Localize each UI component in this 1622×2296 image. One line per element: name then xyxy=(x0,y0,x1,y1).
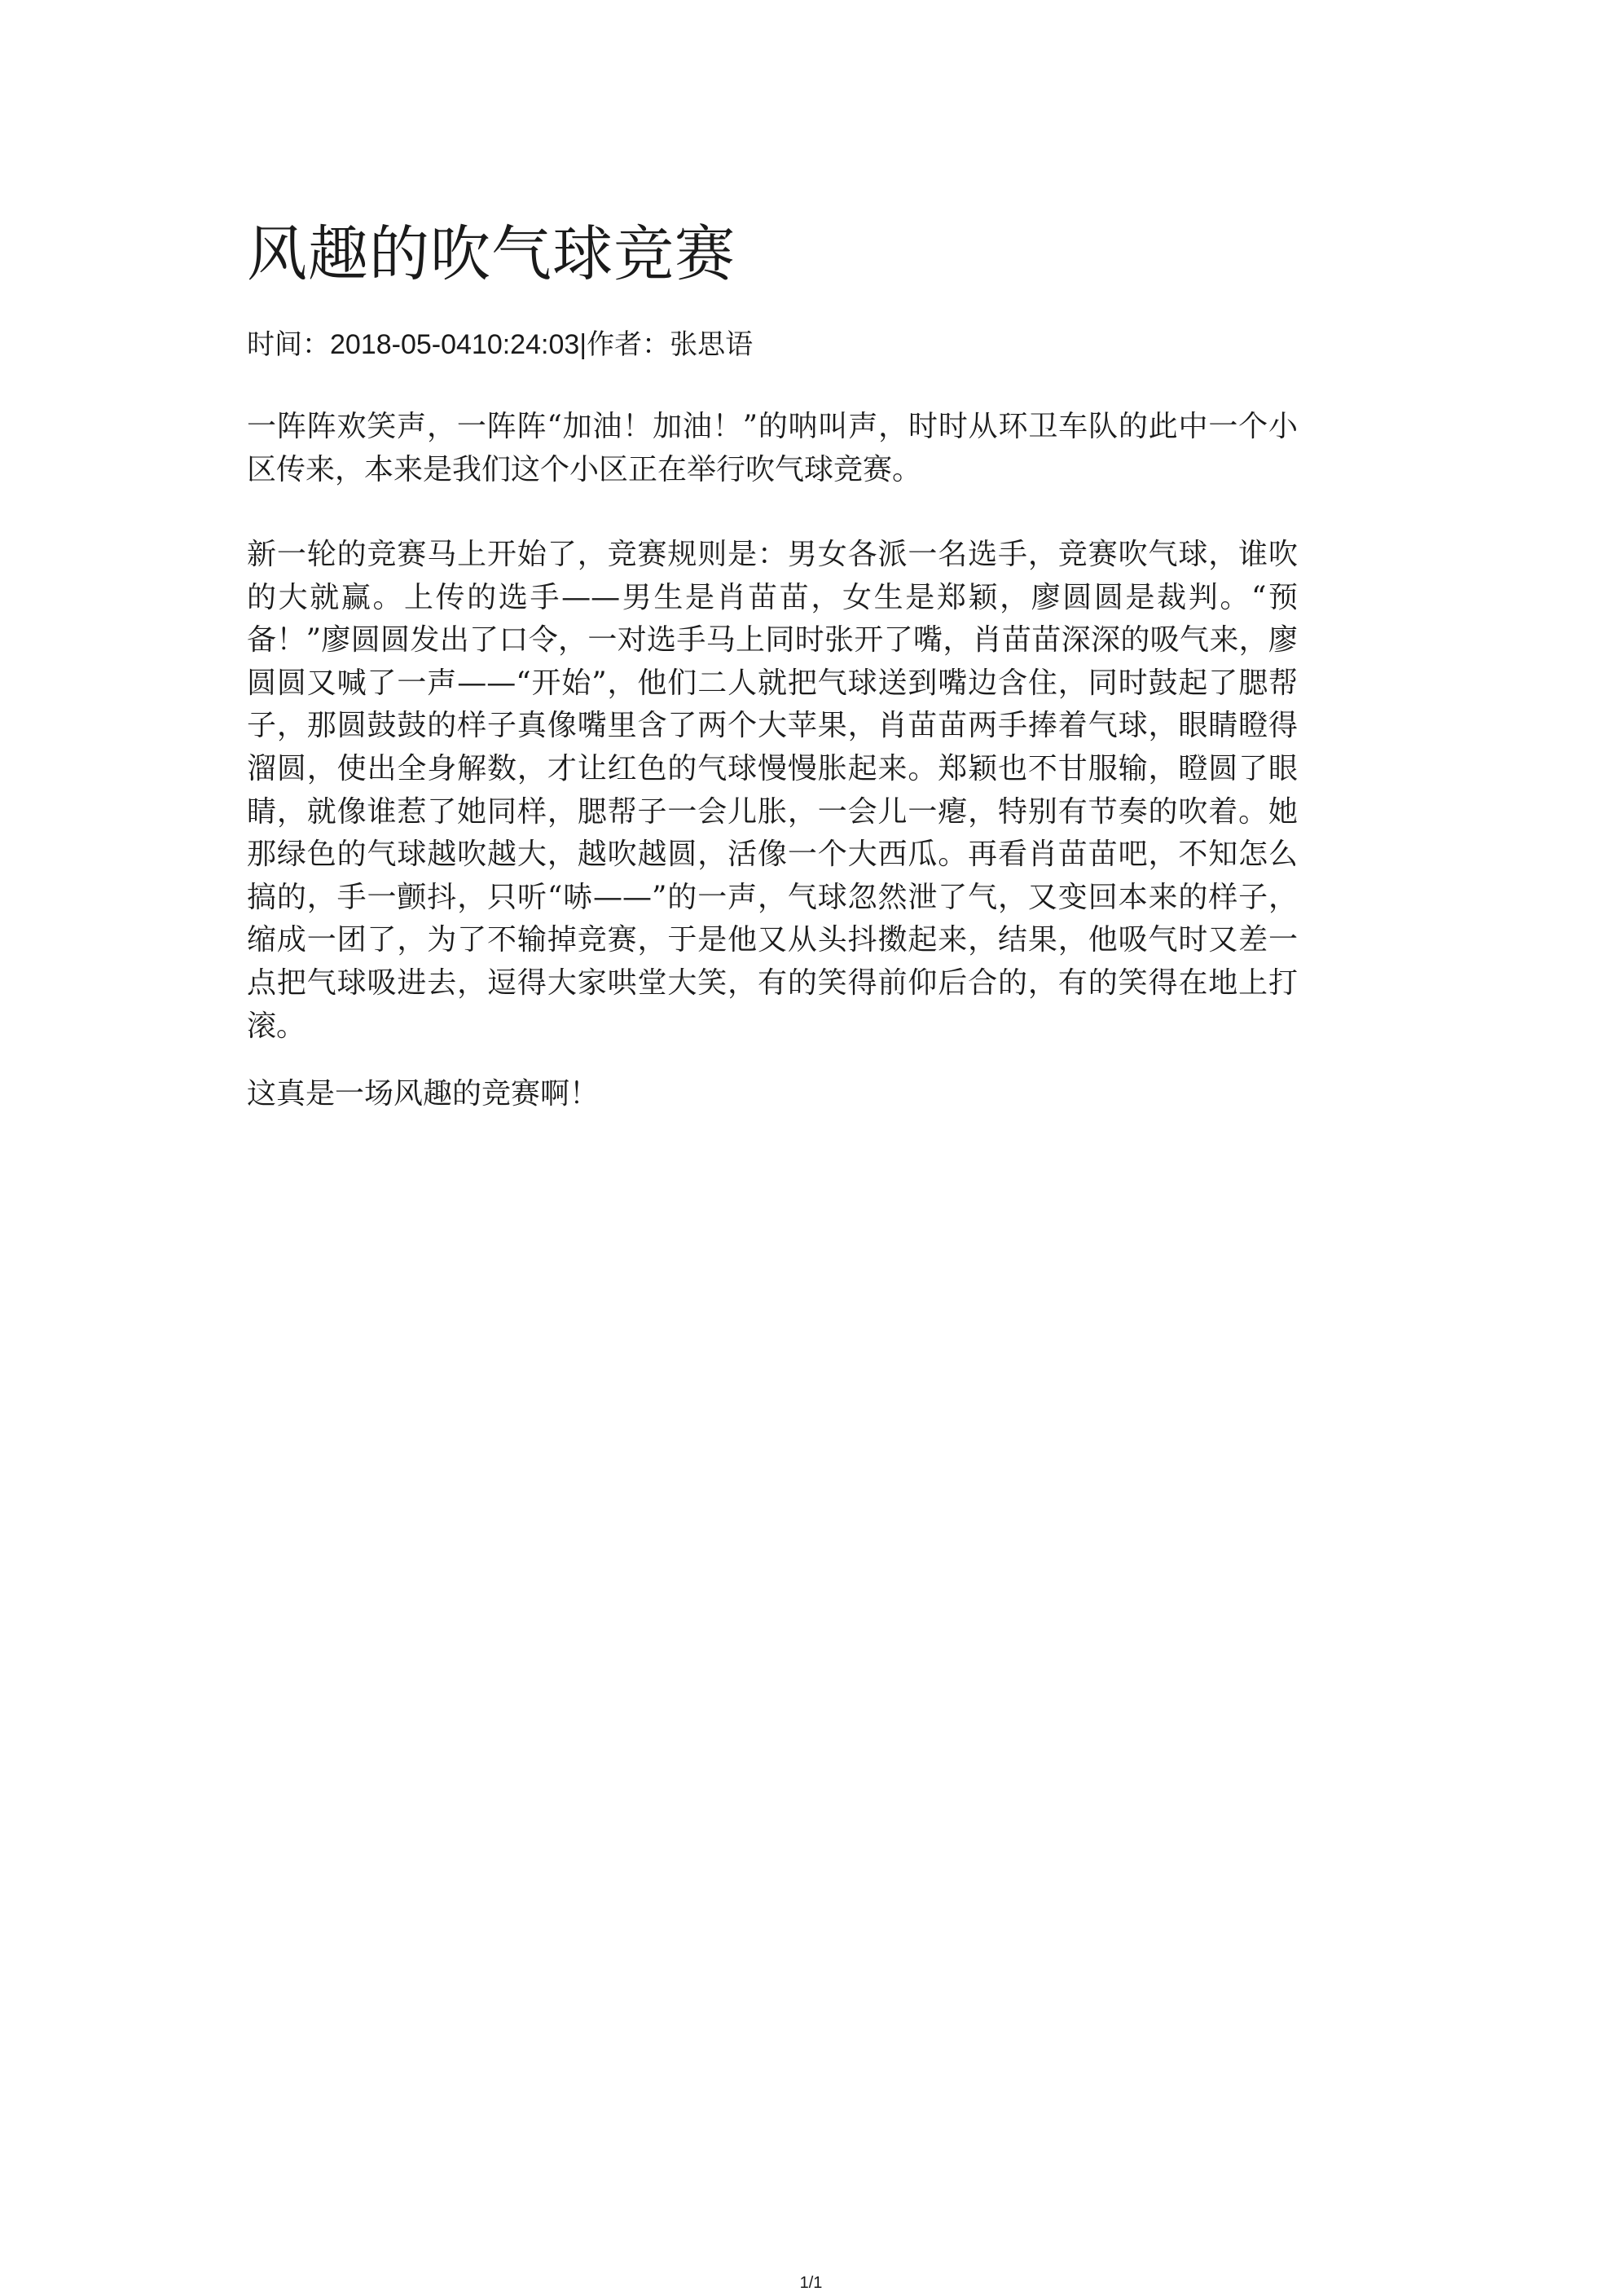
author-name: 张思语 xyxy=(670,328,754,361)
paragraph-2: 新一轮的竞赛马上开始了，竞赛规则是：男女各派一名选手，竞赛吹气球，谁吹的大就赢。上传的选手——男生是肖苗苗，女生是郑颖，廖圆圆是裁判。“预备！”廖圆圆发出了口令，一对选手马上同时张开了嘴，肖苗苗深深的吸气来，廖圆圆又喊了一声——“开始”，他们二人就把气球送到嘴边含住，同时鼓起了腮帮子，那圆鼓鼓的样子真像嘴里含了两个大苹果，肖苗苗两手捧着气球，眼睛瞪得溜圆，使出全身解数，才让红色的气球慢慢胀起来。郑颖也不甘服输，瞪圆了眼睛，就像谁惹了她同样，腮帮子一会儿胀，一会儿一瘪，特别有节奏的吹着。她那绿色的气球越吹越大，越吹越圆，活像一个大西瓜。再看肖苗苗吧，不知怎么搞的，手一颤抖，只听“哧——”的一声，气球忽然泄了气，又变回本来的样子，缩成一团了，为了不输掉竞赛，于是他又从头抖擞起来，结果，他吸气时又差一点把气球吸进去，逗得大家哄堂大笑，有的笑得前仰后合的，有的笑得在地上打滚。 xyxy=(247,538,1298,1043)
paragraph-1: 一阵阵欢笑声，一阵阵“加油！加油！”的呐叫声，时时从环卫车队的此中一个小区传来，本来是我们这个小区正在举行吹气球竞赛。 xyxy=(247,410,1298,486)
paragraph-3: 这真是一场风趣的竞赛啊！ xyxy=(247,1077,600,1111)
document-meta xyxy=(247,324,753,365)
time-value: 2018-05-0410:24:03| xyxy=(330,329,587,360)
time-label: 时间： xyxy=(247,328,330,361)
document-title: 风趣的吹气球竞赛 xyxy=(247,219,736,289)
author-label: 作者： xyxy=(587,328,670,361)
page-number: 1/1 xyxy=(799,2274,823,2292)
